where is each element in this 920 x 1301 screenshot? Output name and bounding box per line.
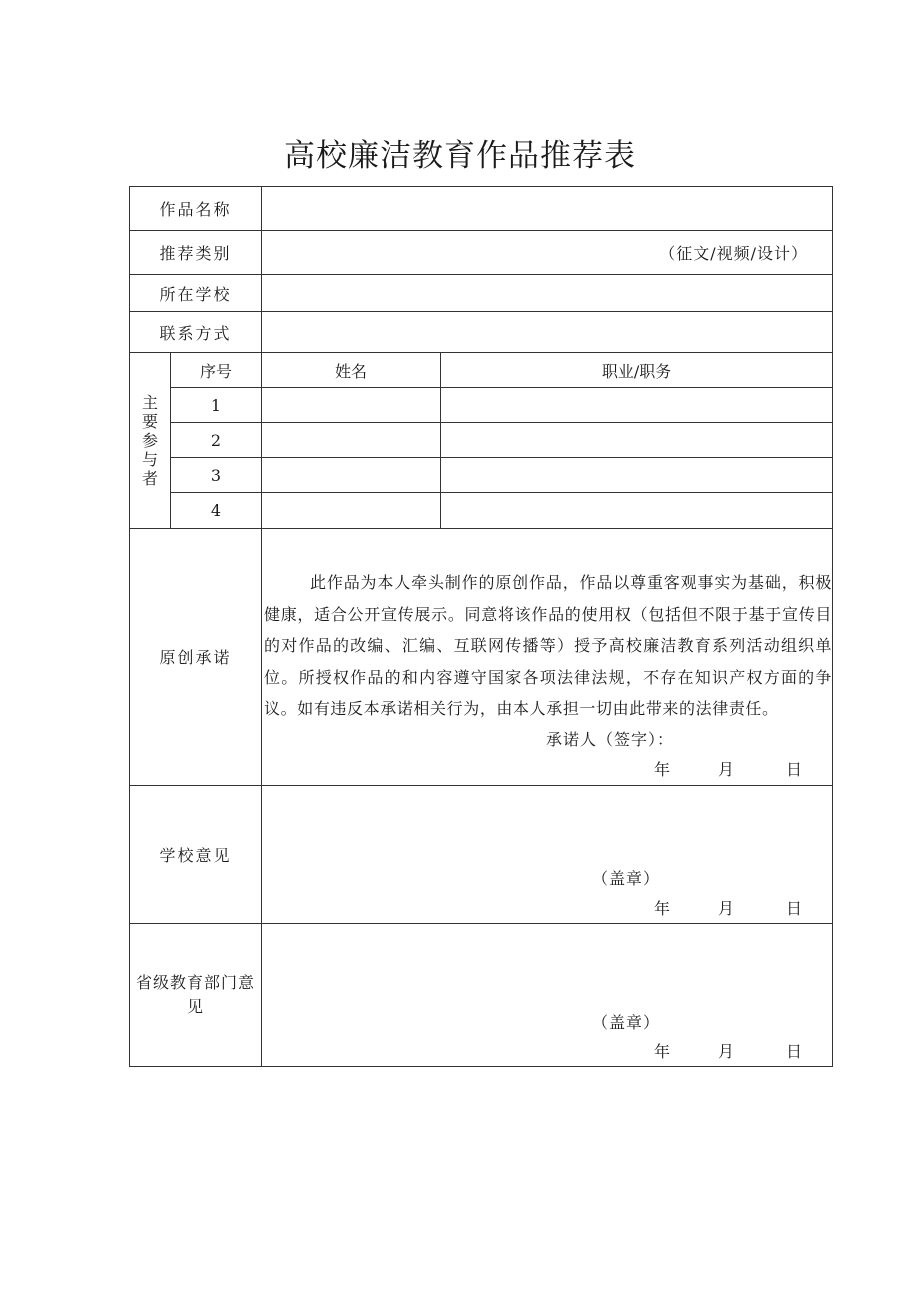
participant-name-field[interactable] xyxy=(262,388,441,423)
participant-name-field[interactable] xyxy=(262,458,441,493)
participant-no: 1 xyxy=(171,388,262,423)
participant-no: 2 xyxy=(171,423,262,458)
date-year: 年 xyxy=(653,1041,670,1061)
province-opinion-label-line2: 见 xyxy=(187,996,205,1016)
province-opinion-label-line1: 省级教育部门意 xyxy=(136,972,256,992)
participants-label xyxy=(130,353,171,529)
col-header-job: 职业/职务 xyxy=(441,353,833,388)
province-seal-label: （盖章） xyxy=(592,1012,661,1032)
date-month: 月 xyxy=(717,898,734,918)
participant-row xyxy=(130,423,833,458)
category-label: 推荐类别 xyxy=(130,231,262,275)
participant-row xyxy=(130,458,833,493)
participants-label-char: 要 xyxy=(141,412,158,431)
pledge-row xyxy=(130,529,833,786)
date-year: 年 xyxy=(653,759,670,779)
participant-job-field[interactable] xyxy=(441,458,833,493)
pledge-label: 原创承诺 xyxy=(130,529,262,786)
school-label: 所在学校 xyxy=(130,275,262,312)
pledge-date xyxy=(262,755,832,785)
participants-label-char: 者 xyxy=(141,469,158,488)
pledge-text: 此作品为本人牵头制作的原创作品，作品以尊重客观事实为基础，积极健康，适合公开宣传展示。同意将该作品的使用权（包括但不限于基于宣传目的对作品的改编、汇编、互联网传播等）授予高校廉洁教育系列活动组织单位。所授权作品的和内容遵守国家各项法律法规，不存在知识产权方面的争议。如有违反本承诺相关行为，由本人承担一切由此带来的法律责任。 xyxy=(264,573,833,718)
date-month: 月 xyxy=(717,1041,734,1061)
date-month: 月 xyxy=(717,759,734,779)
participant-name-field[interactable] xyxy=(262,493,441,529)
participants-label-char: 主 xyxy=(141,393,158,412)
pledge-content xyxy=(262,529,833,786)
date-day: 日 xyxy=(786,1041,803,1061)
contact-label: 联系方式 xyxy=(130,312,262,353)
school-seal-label: （盖章） xyxy=(592,868,661,888)
col-header-no: 序号 xyxy=(171,353,262,388)
school-opinion-date xyxy=(654,895,802,923)
participant-no: 3 xyxy=(171,458,262,493)
work-name-field[interactable] xyxy=(262,187,833,231)
date-day: 日 xyxy=(786,898,803,918)
col-header-name: 姓名 xyxy=(262,353,441,388)
school-opinion-label: 学校意见 xyxy=(130,785,262,923)
work-name-label: 作品名称 xyxy=(130,187,262,231)
participant-job-field[interactable] xyxy=(441,423,833,458)
contact-row xyxy=(130,312,833,353)
category-field[interactable] xyxy=(262,231,833,275)
school-opinion-field[interactable] xyxy=(262,785,833,923)
recommendation-form xyxy=(129,186,833,1067)
category-row xyxy=(130,231,833,275)
contact-field[interactable] xyxy=(262,312,833,353)
province-opinion-field[interactable] xyxy=(262,923,833,1066)
participant-row xyxy=(130,388,833,423)
school-opinion-row xyxy=(130,785,833,923)
signer-label: 承诺人（签字）： xyxy=(546,729,675,749)
page-title: 高校廉洁教育作品推荐表 xyxy=(284,138,636,174)
participants-label-char: 参 xyxy=(141,431,158,450)
work-name-row xyxy=(130,187,833,231)
date-day: 日 xyxy=(786,759,803,779)
school-row xyxy=(130,275,833,312)
participants-header-row xyxy=(130,353,833,388)
participant-no: 4 xyxy=(171,493,262,529)
school-field[interactable] xyxy=(262,275,833,312)
province-opinion-label xyxy=(130,923,262,1066)
date-year: 年 xyxy=(653,898,670,918)
participant-job-field[interactable] xyxy=(441,388,833,423)
participants-label-char: 与 xyxy=(141,450,158,469)
province-opinion-row xyxy=(130,923,833,1066)
participant-job-field[interactable] xyxy=(441,493,833,529)
participant-row xyxy=(130,493,833,529)
category-hint: （征文/视频/设计） xyxy=(659,244,809,263)
province-opinion-date xyxy=(654,1038,802,1066)
participant-name-field[interactable] xyxy=(262,423,441,458)
